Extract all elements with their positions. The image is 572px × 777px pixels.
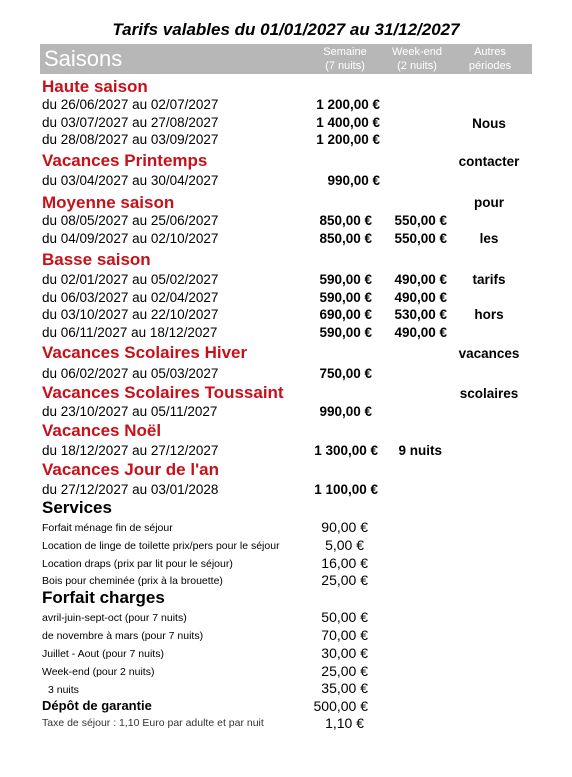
page-title: Tarifs valables du 01/01/2027 au 31/12/2027 [112,20,460,39]
row-semaine: 590,00 € [319,325,372,340]
row-weekend: 9 nuits [398,443,442,458]
autres-text: tarifs [472,272,506,287]
header-semaine: Semaine (7 nuits) [323,46,367,72]
section-vacances-toussaint: Vacances Scolaires Toussaint [42,383,284,402]
section-basse-saison: Basse saison [42,250,151,269]
row-semaine: 1 200,00 € [316,132,380,147]
row-semaine: 1 100,00 € [314,482,378,497]
section-vacances-printemps: Vacances Printemps [42,151,208,170]
row-weekend: 490,00 € [394,272,447,287]
row-weekend: 490,00 € [394,290,447,305]
row-semaine: 1 300,00 € [314,443,378,458]
forfait-label: de novembre à mars (pour 7 nuits) [42,630,204,642]
autres-text: Nous [472,116,506,131]
row-dates: du 06/02/2027 au 05/03/2027 [42,366,219,381]
autres-text: hors [474,307,504,322]
section-moyenne-saison: Moyenne saison [42,193,175,212]
row-dates: du 03/10/2027 au 22/10/2027 [42,307,219,322]
service-price: 5,00 € [325,537,364,553]
forfait-price: 50,00 € [321,609,368,625]
row-semaine: 990,00 € [319,404,372,419]
autres-text: pour [474,195,504,210]
service-price: 16,00 € [321,555,368,571]
forfait-label: 3 nuits [48,684,79,696]
forfait-price: 25,00 € [321,663,368,679]
section-vacances-hiver: Vacances Scolaires Hiver [42,343,248,362]
row-dates: du 03/07/2027 au 27/08/2027 [42,115,219,130]
service-label: Forfait ménage fin de séjour [42,522,173,534]
row-dates: du 28/08/2027 au 03/09/2027 [42,132,219,147]
section-forfait-charges: Forfait charges [42,588,165,607]
row-weekend: 530,00 € [394,307,447,322]
autres-text: contacter [458,154,520,169]
row-dates: du 03/04/2027 au 30/04/2027 [42,173,219,188]
forfait-label: Week-end (pour 2 nuits) [42,666,155,678]
section-vacances-noel: Vacances Noël [42,421,162,440]
depot-price: 500,00 € [313,698,368,714]
row-dates: du 08/05/2027 au 25/06/2027 [42,213,219,228]
autres-text: les [479,231,499,246]
autres-text: vacances [458,346,520,361]
section-services: Services [42,498,112,517]
row-dates: du 26/06/2027 au 02/07/2027 [42,97,219,112]
row-dates: du 06/11/2027 au 18/12/2027 [42,325,218,340]
forfait-label: avril-juin-sept-oct (pour 7 nuits) [42,612,187,624]
row-dates: du 18/12/2027 au 27/12/2027 [42,443,219,458]
taxe-price: 1,10 € [325,715,364,731]
autres-text: scolaires [459,386,519,401]
forfait-price: 70,00 € [321,627,368,643]
header-saisons: Saisons [44,46,123,71]
header-autres: Autres périodes [468,46,512,72]
row-weekend: 490,00 € [394,325,447,340]
row-semaine: 590,00 € [319,290,372,305]
row-semaine: 590,00 € [319,272,372,287]
row-semaine: 1 400,00 € [316,115,380,130]
row-semaine: 990,00 € [327,173,380,188]
service-label: Location draps (prix par lit pour le séjour) [42,558,233,570]
row-dates: du 02/01/2027 au 05/02/2027 [42,272,219,287]
taxe-label: Taxe de séjour : 1,10 Euro par adulte et par nuit [42,717,264,729]
forfait-price: 35,00 € [321,680,368,696]
header-weekend: Week-end (2 nuits) [392,46,442,72]
forfait-label: Juillet - Aout (pour 7 nuits) [42,648,164,660]
row-semaine: 690,00 € [319,307,372,322]
row-weekend: 550,00 € [394,231,447,246]
row-dates: du 06/03/2027 au 02/04/2027 [42,290,219,305]
row-weekend: 550,00 € [394,213,447,228]
row-semaine: 850,00 € [319,231,372,246]
section-haute-saison: Haute saison [42,77,148,96]
row-dates: du 04/09/2027 au 02/10/2027 [42,231,219,246]
row-semaine: 850,00 € [319,213,372,228]
service-label: Location de linge de toilette prix/pers pour le séjour [42,540,280,552]
section-vacances-jour-de-lan: Vacances Jour de l'an [42,460,219,479]
row-semaine: 750,00 € [319,366,372,381]
row-dates: du 27/12/2027 au 03/01/2028 [42,482,219,497]
row-dates: du 23/10/2027 au 05/11/2027 [42,404,218,419]
service-label: Bois pour cheminée (prix à la brouette) [42,575,223,587]
depot-label: Dépôt de garantie [42,698,152,713]
forfait-price: 30,00 € [321,645,368,661]
service-price: 25,00 € [321,572,368,588]
row-semaine: 1 200,00 € [316,97,380,112]
service-price: 90,00 € [321,519,368,535]
